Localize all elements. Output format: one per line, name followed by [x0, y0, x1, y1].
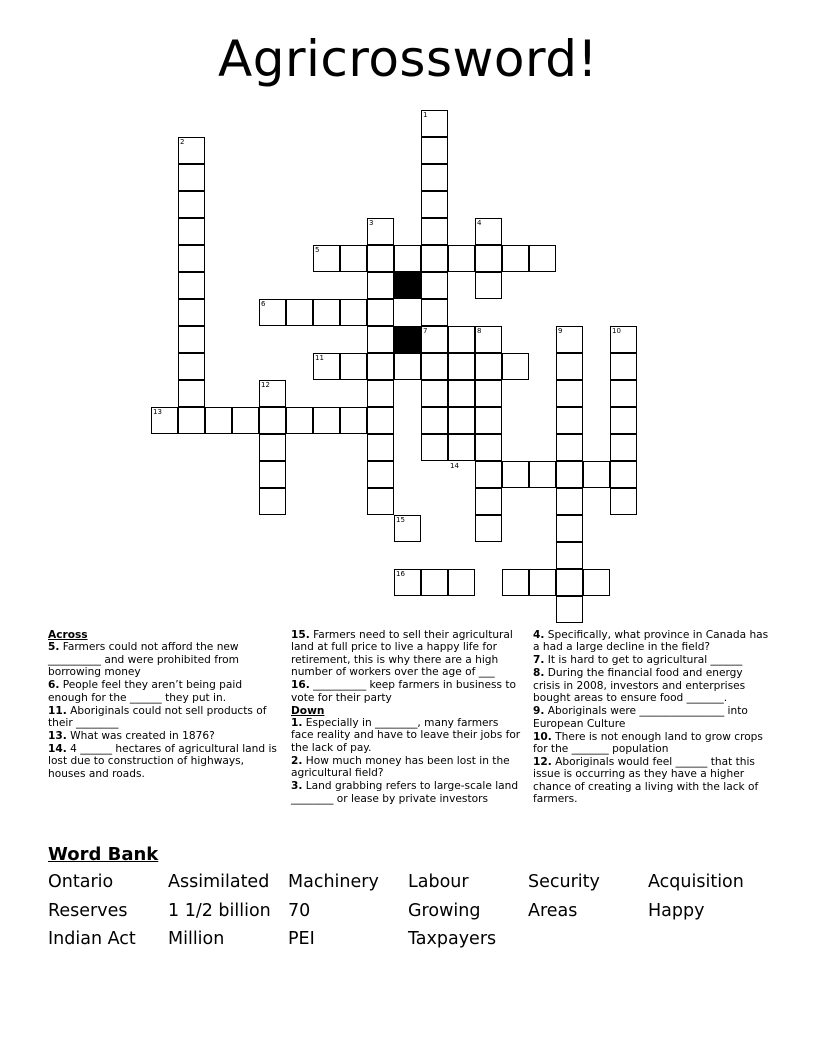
clue-text: Farmers need to sell their agricultural land at full price to live a happy life for retirement, this is why there are a high number of workers over the age of ___	[291, 629, 513, 679]
clue-text: Aboriginals could not sell products of their ________	[48, 704, 267, 730]
clue-text: __________ keep farmers in business to vote for their party	[291, 679, 517, 704]
grid-cell[interactable]	[259, 434, 286, 461]
grid-cell[interactable]	[232, 407, 259, 434]
down-heading: Down	[291, 704, 325, 717]
grid-cell[interactable]	[610, 434, 637, 461]
across-clues-column-1	[48, 629, 280, 781]
grid-cell[interactable]	[340, 353, 367, 380]
clue-number: 13.	[48, 730, 67, 743]
clue-item	[291, 780, 521, 805]
grid-cell[interactable]	[610, 488, 637, 515]
word-bank-item: Indian Act	[48, 929, 136, 949]
word-bank-title: Word Bank	[48, 844, 159, 865]
clue-number-label: 7	[423, 327, 428, 335]
grid-cell[interactable]	[421, 191, 448, 218]
grid-cell[interactable]	[529, 569, 556, 596]
grid-cell[interactable]	[556, 461, 583, 488]
grid-cell[interactable]	[421, 218, 448, 245]
grid-cell[interactable]	[502, 353, 529, 380]
grid-cell[interactable]	[556, 515, 583, 542]
clue-number: 9.	[533, 705, 545, 718]
word-bank-item: Ontario	[48, 872, 114, 892]
grid-cell[interactable]	[259, 407, 286, 434]
clue-text: Especially in ________, many farmers face reality and have to leave their jobs for the lack of pay.	[291, 717, 521, 754]
grid-cell[interactable]	[475, 407, 502, 434]
grid-cell[interactable]	[178, 272, 205, 299]
grid-cell[interactable]	[421, 272, 448, 299]
word-bank-item: 1 1/2 billion	[168, 900, 271, 921]
grid-cell[interactable]	[475, 272, 502, 299]
clue-number-label: 16	[396, 570, 405, 578]
grid-cell[interactable]	[421, 407, 448, 434]
clue-number: 6.	[48, 679, 60, 692]
grid-cell[interactable]	[367, 299, 394, 326]
grid-cell[interactable]	[583, 569, 610, 596]
clue-item	[533, 705, 769, 730]
clue-number: 4.	[533, 629, 545, 641]
clue-number: 14.	[48, 743, 67, 756]
grid-cell[interactable]	[178, 380, 205, 407]
grid-cell[interactable]	[367, 407, 394, 434]
clue-number: 3.	[291, 780, 303, 793]
grid-cell[interactable]	[556, 596, 583, 623]
clue-text: There is not enough land to grow crops for the _______ population	[533, 730, 763, 756]
grid-cell[interactable]	[421, 245, 448, 272]
grid-cell[interactable]	[367, 326, 394, 353]
clue-number: 16.	[291, 679, 310, 692]
clue-item	[291, 629, 521, 679]
grid-cell[interactable]	[421, 380, 448, 407]
grid-cell[interactable]	[367, 488, 394, 515]
clue-number: 1.	[291, 717, 303, 730]
grid-cell[interactable]	[421, 164, 448, 191]
grid-cell[interactable]	[259, 488, 286, 515]
clue-number: 15.	[291, 629, 310, 641]
grid-cell[interactable]	[556, 380, 583, 407]
grid-cell[interactable]	[529, 245, 556, 272]
grid-cell[interactable]	[448, 407, 475, 434]
grid-cell[interactable]	[475, 515, 502, 542]
grid-cell[interactable]	[394, 245, 421, 272]
clue-number-label: 13	[153, 408, 162, 416]
grid-cell[interactable]	[556, 569, 583, 596]
clue-text: Farmers could not afford the new __________ and were prohibited from borrowing money	[48, 641, 239, 679]
word-bank-item: Happy	[648, 900, 705, 921]
grid-cell[interactable]	[475, 353, 502, 380]
grid-cell[interactable]	[178, 218, 205, 245]
word-bank-item: Acquisition	[648, 872, 744, 892]
grid-cell[interactable]	[448, 245, 475, 272]
grid-cell[interactable]	[286, 407, 313, 434]
clue-item	[48, 743, 280, 780]
clue-number-label: 5	[315, 246, 320, 254]
grid-cell[interactable]	[286, 299, 313, 326]
clue-item	[533, 654, 769, 666]
word-bank-item: Machinery	[288, 872, 379, 892]
page-title: Agricrossword!	[218, 30, 598, 88]
word-bank-item: Security	[528, 872, 600, 892]
clue-number: 5.	[48, 641, 60, 654]
grid-cell[interactable]	[340, 245, 367, 272]
word-bank-item: Areas	[528, 900, 578, 921]
clue-text: Land grabbing refers to large-scale land ________ or lease by private investors	[291, 780, 519, 805]
grid-cell[interactable]	[340, 407, 367, 434]
grid-cell[interactable]	[178, 191, 205, 218]
grid-cell[interactable]	[367, 272, 394, 299]
grid-cell[interactable]	[610, 461, 637, 488]
grid-cell[interactable]	[367, 245, 394, 272]
clue-item	[48, 679, 280, 704]
clue-number: 10.	[533, 730, 552, 743]
word-bank-item: Labour	[408, 872, 469, 892]
grid-cell[interactable]	[340, 299, 367, 326]
word-bank-item: Assimilated	[168, 872, 270, 892]
grid-cell[interactable]	[313, 407, 340, 434]
grid-cell[interactable]	[178, 164, 205, 191]
clue-number: 11.	[48, 704, 67, 717]
clue-text: Specifically, what province in Canada has a had a large decline in the field?	[533, 629, 769, 654]
grid-cell[interactable]	[367, 434, 394, 461]
grid-cell[interactable]	[529, 461, 556, 488]
clue-number-label: 1	[423, 111, 428, 119]
grid-cell[interactable]	[448, 353, 475, 380]
grid-cell[interactable]	[475, 245, 502, 272]
word-bank-item: Million	[168, 929, 225, 949]
grid-cell[interactable]	[178, 407, 205, 434]
word-bank-item: PEI	[288, 929, 315, 949]
grid-cell[interactable]	[448, 380, 475, 407]
black-cell	[394, 326, 421, 353]
grid-cell[interactable]	[610, 353, 637, 380]
grid-cell[interactable]	[421, 434, 448, 461]
grid-cell[interactable]	[394, 353, 421, 380]
grid-cell[interactable]	[475, 461, 502, 488]
grid-cell[interactable]	[583, 461, 610, 488]
word-bank-item: 70	[288, 900, 311, 921]
word-bank-item: Reserves	[48, 900, 128, 921]
grid-cell[interactable]	[448, 569, 475, 596]
clue-number-label: 3	[369, 219, 374, 227]
across-heading: Across	[48, 629, 88, 641]
clue-item	[48, 730, 280, 742]
clue-number: 2.	[291, 754, 303, 767]
word-bank-item: Taxpayers	[408, 929, 497, 949]
word-bank	[48, 872, 778, 958]
grid-cell[interactable]	[502, 461, 529, 488]
clue-number-label: 11	[315, 354, 324, 362]
clue-item	[48, 705, 280, 730]
grid-cell[interactable]	[475, 488, 502, 515]
clue-text: 4 ______ hectares of agricultural land is lost due to construction of highways, houses and roads.	[48, 743, 277, 780]
clue-text: It is hard to get to agricultural ______	[544, 654, 743, 667]
clue-text: What was created in 1876?	[66, 730, 215, 743]
grid-cell[interactable]	[556, 353, 583, 380]
grid-cell[interactable]	[475, 380, 502, 407]
grid-cell[interactable]	[610, 407, 637, 434]
clue-item	[533, 731, 769, 756]
grid-cell[interactable]	[421, 353, 448, 380]
clue-number-label: 10	[612, 327, 621, 335]
grid-cell[interactable]	[421, 299, 448, 326]
clue-item	[533, 667, 769, 704]
clue-text: Aboriginals were ________________ into European Culture	[533, 705, 748, 730]
grid-cell[interactable]	[556, 488, 583, 515]
clue-number: 8.	[533, 667, 545, 680]
clue-item	[533, 756, 769, 806]
clue-number-label: 2	[180, 138, 185, 146]
grid-cell[interactable]	[475, 434, 502, 461]
grid-cell[interactable]	[259, 461, 286, 488]
clue-text: People feel they aren’t being paid enough for the ______ they put in.	[48, 679, 243, 704]
clue-item	[291, 679, 521, 704]
clue-number: 12.	[533, 756, 552, 769]
clue-number-label: 14	[450, 462, 459, 470]
grid-cell[interactable]	[205, 407, 232, 434]
grid-cell[interactable]	[178, 299, 205, 326]
grid-cell[interactable]	[178, 245, 205, 272]
clue-number-label: 8	[477, 327, 482, 335]
grid-cell[interactable]	[502, 569, 529, 596]
clue-number-label: 12	[261, 381, 270, 389]
clue-number: 7.	[533, 654, 545, 667]
grid-cell[interactable]	[421, 569, 448, 596]
down-clues-column-3	[533, 629, 769, 806]
grid-cell[interactable]	[556, 542, 583, 569]
clue-item	[533, 629, 769, 654]
grid-cell[interactable]	[178, 353, 205, 380]
clue-text: During the financial food and energy crisis in 2008, investors and enterprises bought areas to ensure food _______.	[533, 667, 746, 705]
grid-cell[interactable]	[448, 326, 475, 353]
clue-number-label: 6	[261, 300, 266, 308]
grid-cell[interactable]	[367, 353, 394, 380]
grid-cell[interactable]	[367, 380, 394, 407]
black-cell	[394, 272, 421, 299]
grid-cell[interactable]	[556, 434, 583, 461]
word-bank-item: Growing	[408, 900, 481, 921]
clue-item	[291, 717, 521, 754]
clue-number-label: 15	[396, 516, 405, 524]
clue-number-label: 9	[558, 327, 563, 335]
clue-text: How much money has been lost in the agricultural field?	[291, 754, 510, 780]
clues-column-2	[291, 629, 521, 806]
clue-text: Aboriginals would feel ______ that this issue is occurring as they have a higher chance of creating a living with the lack of farmers.	[533, 756, 759, 806]
grid-cell[interactable]	[502, 245, 529, 272]
grid-cell[interactable]	[421, 137, 448, 164]
grid-cell[interactable]	[556, 407, 583, 434]
grid-cell[interactable]	[313, 299, 340, 326]
grid-cell[interactable]	[178, 326, 205, 353]
clue-item	[291, 755, 521, 780]
clue-number-label: 4	[477, 219, 482, 227]
grid-cell[interactable]	[367, 461, 394, 488]
grid-cell[interactable]	[610, 380, 637, 407]
grid-cell[interactable]	[448, 434, 475, 461]
clue-item	[48, 641, 280, 678]
